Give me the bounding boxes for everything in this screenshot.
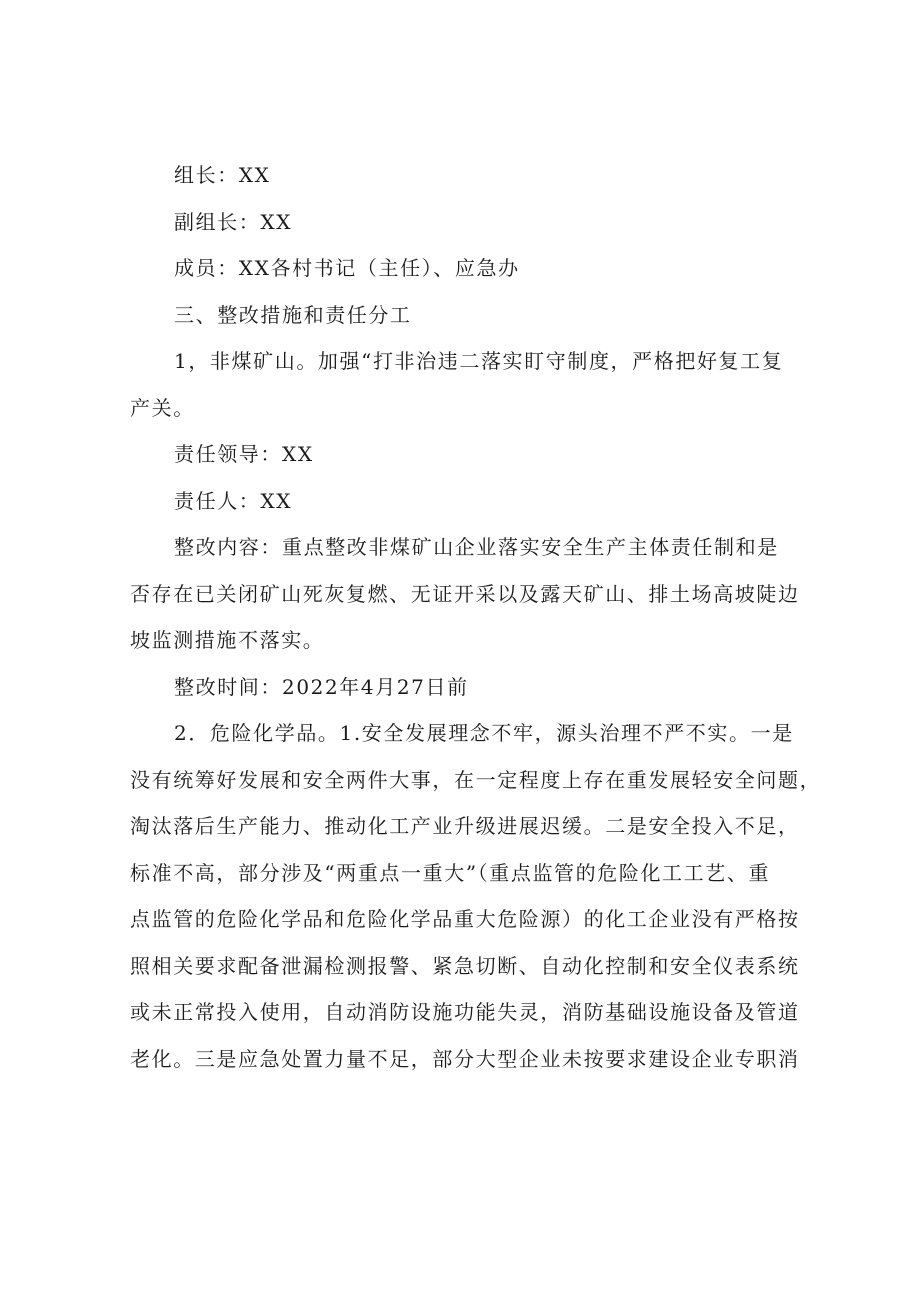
item2-line: 或未正常投入使用，自动消防设施功能失灵，消防基础设施设备及管道 bbox=[130, 1000, 800, 1024]
item1-content-line: 否存在已关闭矿山死灰复燃、无证开采以及露天矿山、排土场高坡陡边 bbox=[130, 581, 800, 606]
item2-paragraph bbox=[130, 710, 822, 1082]
item1-person-line: 责任人：XX bbox=[174, 488, 293, 513]
section-three-heading: 三、整改措施和责任分工 bbox=[174, 302, 412, 327]
item2-line: 照相关要求配备泄漏检测报警、紧急切断、自动化控制和安全仪表系统 bbox=[130, 953, 800, 978]
item2-line: 标准不高，部分涉及“两重点一重大”（重点监管的危险化工工艺、重 bbox=[130, 860, 771, 885]
group-leader-line: 组长：XX bbox=[174, 163, 271, 187]
item1-content-line: 坡监测措施不落实。 bbox=[130, 628, 325, 652]
item1-time-line: 整改时间：2022年4月27日前 bbox=[174, 674, 469, 699]
item1-leader-line: 责任领导：XX bbox=[174, 442, 314, 466]
document-page bbox=[130, 152, 822, 1082]
item2-line: 没有统筹好发展和安全两件大事，在一定程度上存在重发展轻安全问题， bbox=[130, 767, 822, 792]
item1-line: 1，非煤矿山。加强“打非治违二落实盯守制度，严格把好复工复 bbox=[174, 349, 784, 373]
deputy-leader-line: 副组长：XX bbox=[174, 209, 293, 234]
item2-line: 点监管的危险化学品和危险化学品重大危险源）的化工企业没有严格按 bbox=[130, 907, 800, 931]
item1-content-paragraph bbox=[130, 524, 800, 664]
item1-line: 产关。 bbox=[130, 395, 195, 420]
item2-line: 老化。三是应急处置力量不足，部分大型企业未按要求建设企业专职消 bbox=[130, 1046, 800, 1071]
item2-line: 2．危险化学品。1.安全发展理念不牢，源头治理不严不实。一是 bbox=[174, 721, 794, 745]
item1-paragraph bbox=[130, 338, 795, 431]
item2-line: 淘汰落后生产能力、推动化工产业升级进展迟缓。二是安全投入不足， bbox=[130, 814, 800, 838]
item1-content-line: 整改内容：重点整改非煤矿山企业落实安全生产主体责任制和是 bbox=[174, 535, 779, 559]
members-line: 成员：XX各村书记（主任）、应急办 bbox=[174, 256, 520, 280]
